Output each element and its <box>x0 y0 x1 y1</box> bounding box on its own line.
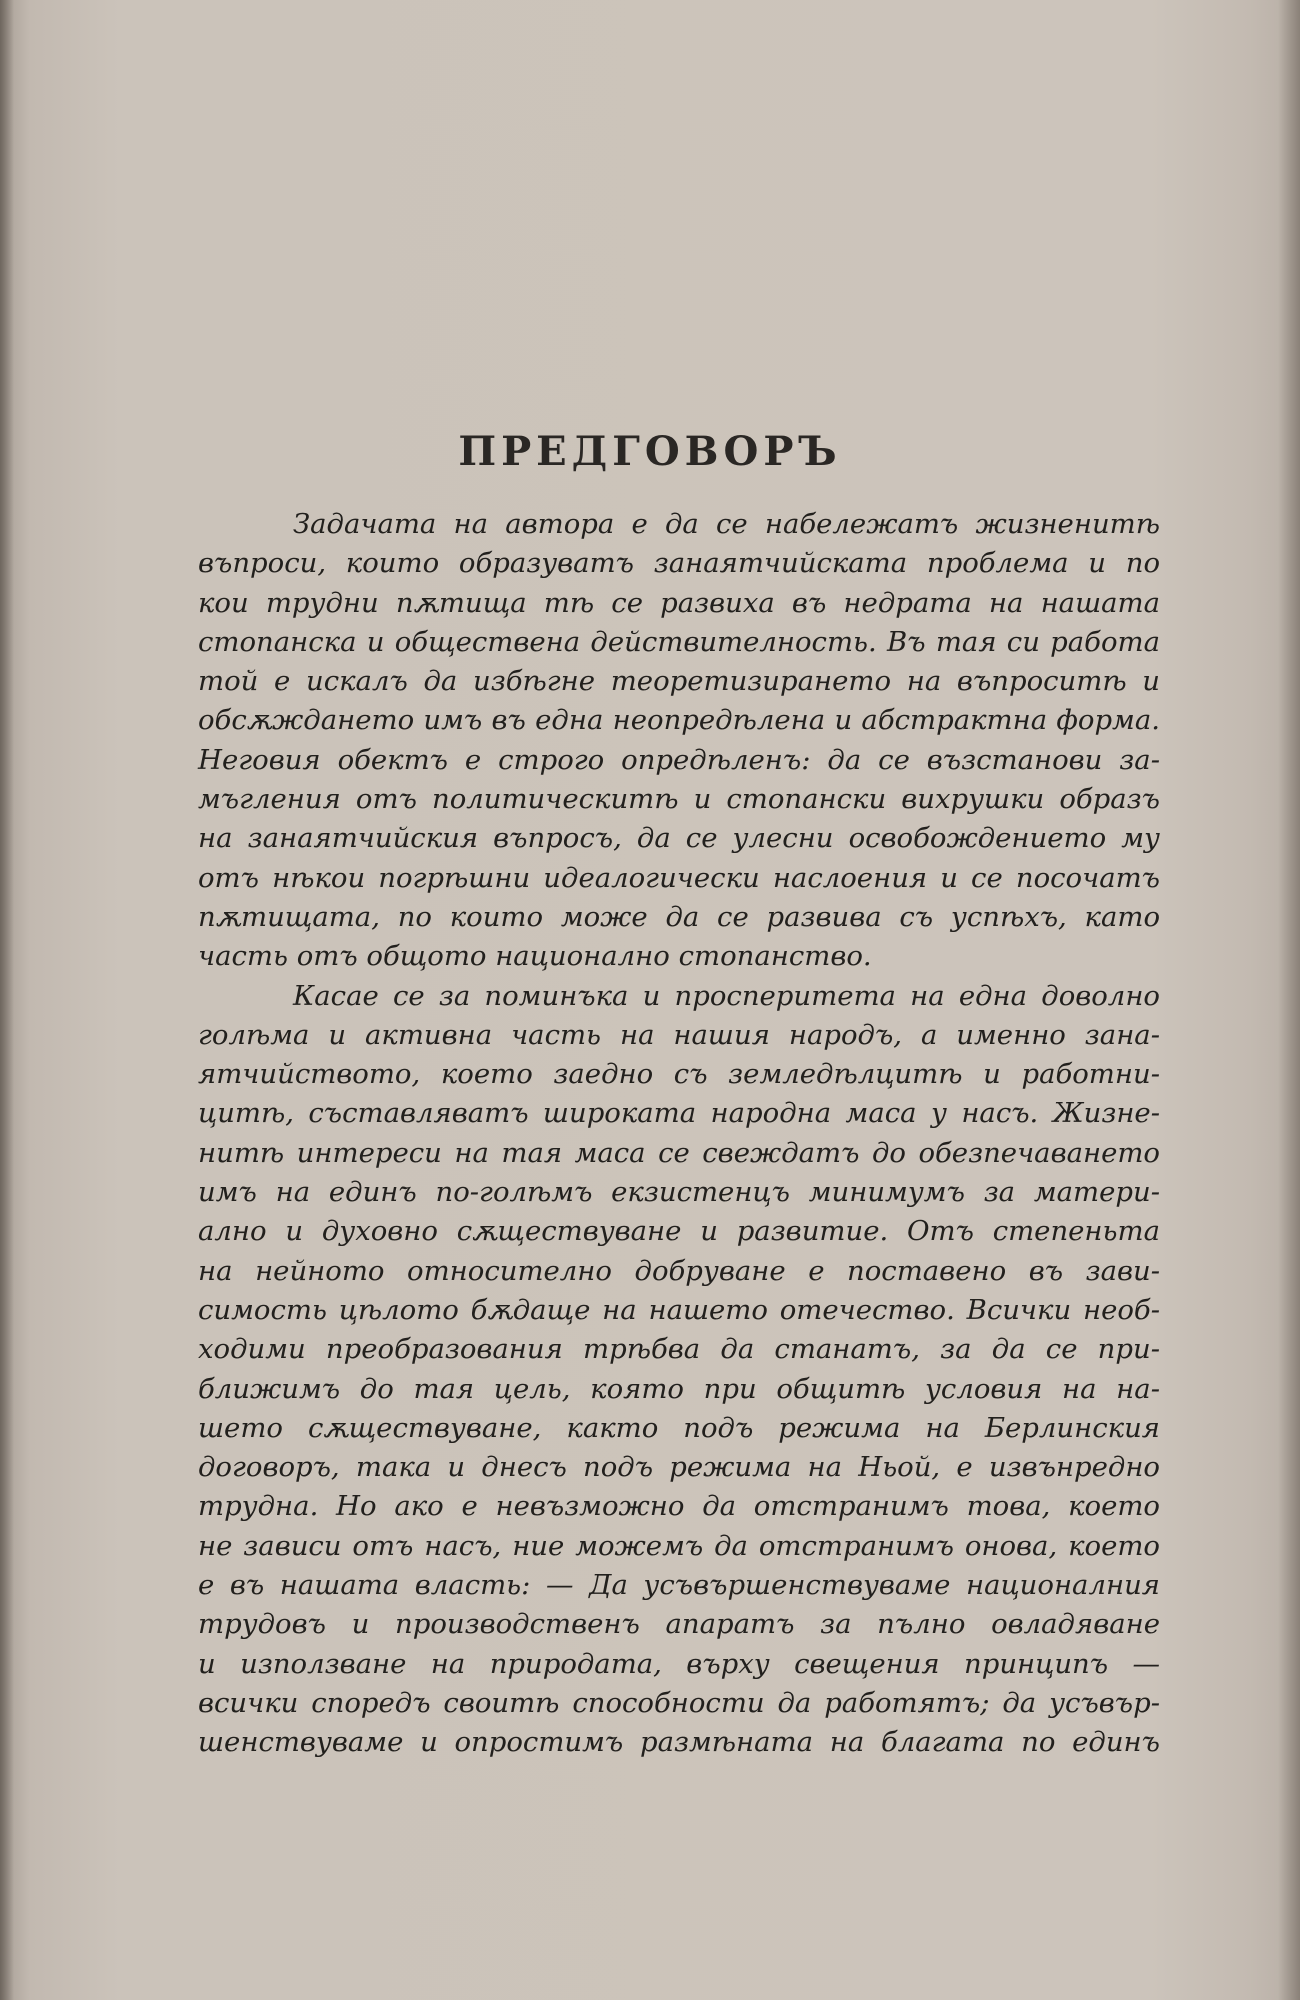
page-gutter-shadow <box>0 0 14 2000</box>
text-line: ално и духовно сѫществуване и развитие. Отъ степеньта <box>198 1215 1160 1248</box>
text-line: шето сѫществуване, както подъ режима на Берлинския <box>198 1411 1160 1444</box>
text-line: нитѣ интереси на тая маса се свеждатъ до обезпечаването <box>198 1136 1160 1169</box>
text-line: той е искалъ да избѣгне теоретизирането на въпроситѣ и <box>198 665 1160 698</box>
page-right-edge <box>1278 0 1300 2000</box>
text-line: часть отъ общото национално стопанство. <box>198 940 872 973</box>
text-line: Задачата на автора е да се набележатъ жизненитѣ <box>293 508 1160 540</box>
text-line: Касае се за поминъка и просперитета на една доволно <box>293 979 1160 1012</box>
text-line: Неговия обектъ е строго опредѣленъ: да се възстанови за- <box>198 743 1160 776</box>
text-line: симость цѣлото бѫдаще на нашето отечество. Всички необ- <box>198 1293 1160 1326</box>
text-line: и използване на природата, върху свещения принципъ — <box>198 1647 1160 1680</box>
text-line: е въ нашата власть: — Да усъвършенствуваме националния <box>198 1569 1160 1602</box>
text-line: ближимъ до тая цель, която при общитѣ условия на на- <box>198 1372 1160 1405</box>
text-line: всички споредъ своитѣ способности да работятъ; да усъвър- <box>198 1686 1160 1719</box>
text-line: пѫтищата, по които може да се развива съ успѣхъ, като <box>198 900 1160 933</box>
text-line: обсѫждането имъ въ една неопредѣлена и абстрактна форма. <box>198 704 1160 737</box>
text-line: кои трудни пѫтища тѣ се развиха въ недрата на нашата <box>198 586 1160 619</box>
text-line: ятчийството, което заедно съ земледѣлцитѣ и работни- <box>198 1058 1160 1091</box>
text-line: не зависи отъ насъ, ние можемъ да отстранимъ онова, което <box>198 1529 1160 1562</box>
text-line: трудовъ и производственъ апаратъ за пълно овладяване <box>198 1608 1160 1641</box>
text-line: стопанска и обществена действителность. Въ тая си работа <box>198 625 1160 658</box>
text-line: отъ нѣкои погрѣшни идеалогически наслоения и се посочатъ <box>198 861 1160 894</box>
text-line: ходими преобразования трѣбва да станатъ, за да се при- <box>198 1333 1160 1366</box>
text-line: цитѣ, съставляватъ широката народна маса у насъ. Жизне- <box>198 1097 1160 1130</box>
preface-text <box>198 505 1160 1763</box>
text-line: на нейното относително добруване е поставено въ зави- <box>198 1254 1160 1287</box>
text-line: голѣма и активна часть на нашия народъ, а именно зана- <box>198 1018 1160 1051</box>
text-line: трудна. Но ако е невъзможно да отстранимъ това, което <box>198 1490 1160 1523</box>
text-line: договоръ, така и днесъ подъ режима на Ньой, е извънредно <box>198 1451 1160 1484</box>
text-line: мъгления отъ политическитѣ и стопански вихрушки образъ <box>198 783 1160 816</box>
page-title: ПРЕДГОВОРЪ <box>458 428 842 475</box>
text-line: на занаятчийския въпросъ, да се улесни освобождението му <box>198 822 1160 855</box>
text-line: имъ на единъ по-голѣмъ екзистенцъ минимумъ за матери- <box>198 1176 1160 1209</box>
text-line: шенствуваме и опростимъ размѣната на благата по единъ <box>198 1726 1160 1759</box>
text-line: въпроси, които образуватъ занаятчийската проблема и по <box>198 547 1160 580</box>
